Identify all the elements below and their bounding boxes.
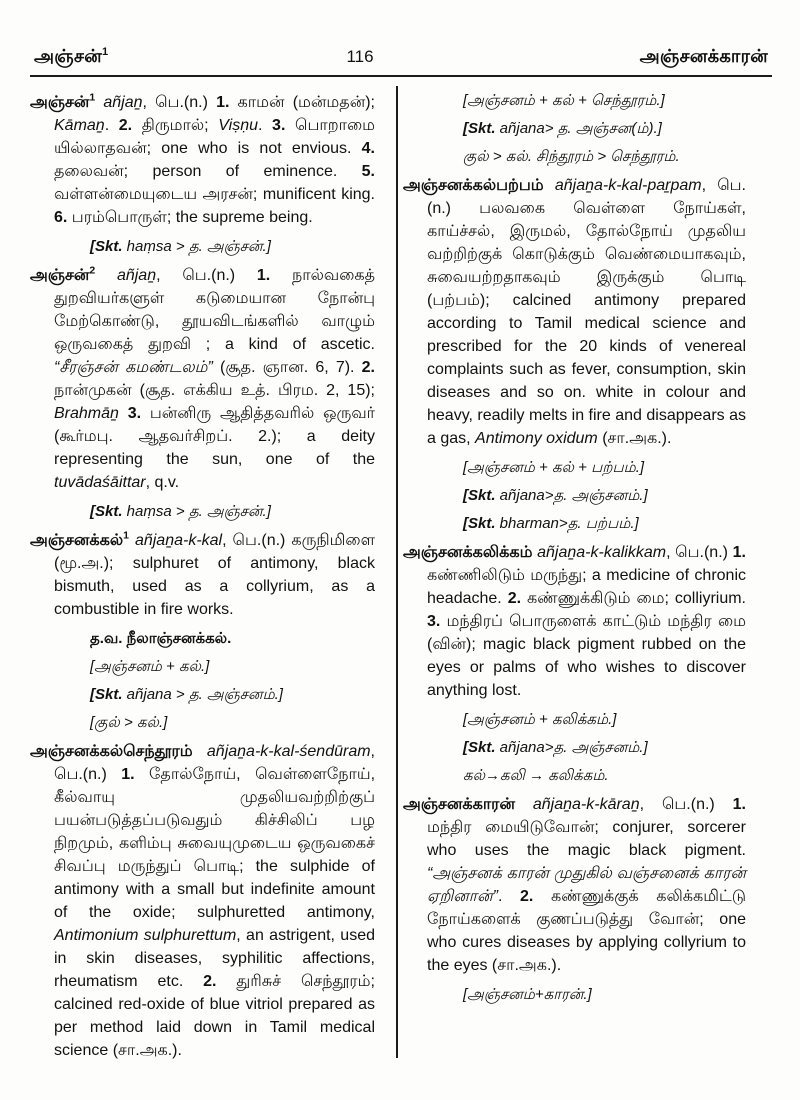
dictionary-entry <box>30 529 375 621</box>
text-run: 3. <box>427 613 441 630</box>
dictionary-entry <box>403 541 746 702</box>
text-run: , பெ.(n.) <box>639 796 733 813</box>
text-run: Antimony oxidum <box>475 430 598 447</box>
text-run: த.வ. நீலாஞ்சனக்கல். <box>90 630 232 647</box>
text-run: 3. <box>272 117 286 134</box>
text-run: 2. <box>507 590 522 607</box>
etymology-line <box>463 737 746 758</box>
text-run: [Skt. <box>463 515 496 532</box>
text-run: añjaṉ <box>103 94 143 111</box>
text-run: நால்வகைத் துறவியர்களுள் கடுமையான நோன்பு மேற்கொண்டு, தூயவிடங்களில் வாழும் ஒருவகைத் துறவி ; a kind of ascetic. <box>54 267 375 353</box>
dictionary-entry <box>403 793 746 977</box>
text-run: த. அஞ்சன(ம்).] <box>557 120 662 137</box>
text-run: த. அஞ்சனம்.] <box>188 686 283 703</box>
text-run: . <box>497 888 521 905</box>
text-run: Brahmāṉ <box>54 405 119 422</box>
text-run: 2. <box>118 117 133 134</box>
text-run: , பெ.(n.) கருநிமிளை (மூ.அ.); sulphuret of antimony, black bismuth, used as a collyrium, as a combustible in fire works. <box>54 532 376 618</box>
text-run: த. அஞ்சனம்.] <box>553 487 648 504</box>
text-run: 5. <box>361 163 375 180</box>
text-run: காமன் (மன்மதன்); <box>229 94 375 111</box>
text-run: பொறாமை யில்லாதவன்; one who is not envious. <box>54 117 375 157</box>
text-run: [அஞ்சனம்+காரன்.] <box>463 986 592 1003</box>
text-run: அஞ்சனக்கல்பற்பம் <box>403 177 544 194</box>
text-run: añjaṉa-k-kal <box>134 532 223 549</box>
text-run: [Skt. <box>90 503 123 520</box>
text-run: கண்ணுக்குக் கலிக்கமிட்டு நோய்களைக் குணப்படுத்து வோன்; one who cures diseases by applying collyrium to the eyes (சா.அக.). <box>427 888 747 974</box>
etymology-line <box>463 146 746 167</box>
guide-word-left-superscript: 1 <box>101 46 109 58</box>
text-run: நான்முகன் (சூத. எக்கிய உத். பிரம. 2, 15); <box>54 382 375 399</box>
text-run: [அஞ்சனம் + கல் + பற்பம்.] <box>463 459 645 476</box>
text-run: கண்ணுக்கிடும் மை; colliyrium. <box>521 590 746 607</box>
text-run: añjaṉa-k-kal-paṟpam <box>554 177 702 194</box>
text-run: 2. <box>203 973 217 990</box>
etymology-line <box>463 513 746 534</box>
text-columns <box>30 85 772 1069</box>
etymology-line <box>90 628 375 649</box>
text-run: மந்திரப் பொருளைக் காட்டும் மந்திர மை (வின்); magic black pigment rubbed on the eyes or palms of who wishes to discover anything lost. <box>427 613 746 699</box>
headword-superscript: 2 <box>89 264 96 277</box>
text-run: haṃsa > <box>122 503 189 520</box>
text-run: añjana> <box>495 120 558 137</box>
text-run: , பெ.(n.) <box>156 267 257 284</box>
text-run: குல் > கல். சிந்தூரம் > செந்தூரம். <box>463 148 680 165</box>
etymology-line <box>90 712 375 733</box>
text-run: tuvādaśāittar <box>54 474 146 491</box>
text-run: கல்→கலி → கலிக்கம். <box>463 767 609 784</box>
etymology-line <box>463 765 746 786</box>
etymology-line <box>463 984 746 1005</box>
dictionary-entry <box>30 740 375 1062</box>
guide-word-left-text: அஞ்சன் <box>34 46 102 66</box>
text-run: அஞ்சனக்கல் <box>30 532 124 549</box>
text-run: 4. <box>361 140 375 157</box>
left-column <box>30 85 388 1069</box>
column-divider <box>396 86 398 1058</box>
running-head <box>30 46 772 75</box>
text-run: திருமால்; <box>132 117 219 134</box>
etymology-line <box>90 684 375 705</box>
text-run: bharman> <box>495 515 568 532</box>
text-run <box>515 796 533 813</box>
text-run: த. அஞ்சனம்.] <box>553 739 648 756</box>
text-run: பரம்பொருள்; the supreme being. <box>67 209 313 226</box>
text-run: 1. <box>732 544 746 561</box>
etymology-line <box>463 485 746 506</box>
dictionary-entry <box>403 174 746 450</box>
text-run: , பெ.(n.) <box>54 743 375 783</box>
text-run: añjana > <box>122 686 189 703</box>
text-run: தோல்நோய், வெள்ளைநோய், கீல்வாயு முதலியவற்றிற்குப் பயன்படுத்தப்படுவதும் கிச்சிலிப் பழ நிறமும், களிம்பு சுவையுமுடைய ஒருவகைச் சிவப்பு மருந்துப் பொடி; the sulphide of antimony with a small but indefinite amount of the oxide; sulphuretted antimony, <box>54 766 376 921</box>
guide-word-left <box>34 46 108 69</box>
text-run: [Skt. <box>463 739 496 756</box>
text-run: துரிசுச் செந்தூரம்; calcined red-oxide of blue vitriol prepared as per method laid down in Tamil medical science (சா.அக.). <box>54 973 375 1059</box>
text-run: , an astrigent, used in skin diseases, syphilitic affections, rheumatism etc. <box>54 927 375 990</box>
text-run: , பெ.(n.) <box>142 94 217 111</box>
text-run: 1. <box>121 766 135 783</box>
text-run: 3. <box>127 405 142 422</box>
text-run: அஞ்சனக்கலிக்கம் <box>403 544 533 561</box>
text-run: , q.v. <box>145 474 180 491</box>
text-run: த. பற்பம்.] <box>567 515 639 532</box>
text-run: வள்ளன்மையுடைய அரசன்; munificent king. <box>54 186 375 203</box>
text-run: [Skt. <box>90 686 123 703</box>
text-run: . <box>257 117 273 134</box>
etymology-line <box>463 90 746 111</box>
text-run: . <box>104 117 119 134</box>
text-run: [குல் > கல்.] <box>90 714 168 731</box>
etymology-line <box>90 501 375 522</box>
text-run <box>544 177 555 194</box>
text-run <box>193 743 207 760</box>
text-run: 1. <box>256 267 271 284</box>
text-run: Antimonium sulphurettum <box>54 927 237 944</box>
text-run: அஞ்சனக்காரன் <box>403 796 515 813</box>
text-run: த. அஞ்சன்.] <box>188 238 271 255</box>
text-run: Kāmaṉ <box>54 117 105 134</box>
text-run: கண்ணிலிடும் மருந்து; a medicine of chronic headache. <box>427 567 746 607</box>
etymology-line <box>90 656 375 677</box>
text-run: añjaṉa-k-kal-śendūram <box>206 743 371 760</box>
text-run: அஞ்சனக்கல்செந்தூரம் <box>30 743 193 760</box>
text-run: பன்னிரு ஆதித்தவரில் ஒருவர் (கூர்மபு. ஆதவர்சிறப். 2.); a deity representing the sun, one of the <box>54 405 375 468</box>
dictionary-entry <box>30 264 375 494</box>
page-number: 116 <box>346 47 374 66</box>
text-run <box>95 267 117 284</box>
etymology-line <box>463 118 746 139</box>
text-run: மந்திர மையிடுவோன்; conjurer, sorcerer who uses the magic black pigment. <box>427 819 746 859</box>
text-run: த. அஞ்சன்.] <box>188 503 271 520</box>
text-run: அஞ்சன் <box>30 94 90 111</box>
text-run: [அஞ்சனம் + கலிக்கம்.] <box>463 711 617 728</box>
text-run: haṃsa > <box>122 238 189 255</box>
text-run: añjana> <box>495 487 554 504</box>
text-run: añjaṉ <box>116 267 157 284</box>
text-run: “சீரஞ்சன் கமண்டலம்” <box>54 359 213 376</box>
text-run: añjana> <box>495 739 554 756</box>
etymology-line <box>463 457 746 478</box>
text-run: Viṣṇu <box>218 117 258 134</box>
right-column <box>388 85 746 1069</box>
text-run: añjaṉa-k-kāraṉ <box>532 796 640 813</box>
text-run: [Skt. <box>463 120 496 137</box>
text-run: (சா.அக.). <box>597 430 672 447</box>
etymology-line <box>463 709 746 730</box>
text-run: 1. <box>732 796 746 813</box>
header-rule <box>30 75 772 77</box>
guide-word-right: அஞ்சனக்காரன் <box>639 46 768 66</box>
text-run: , பெ.(n.) <box>666 544 733 561</box>
text-run: [Skt. <box>463 487 496 504</box>
text-run: 1. <box>216 94 230 111</box>
text-run: அஞ்சன் <box>30 267 90 284</box>
text-run: [அஞ்சனம் + கல்.] <box>90 658 210 675</box>
text-run <box>119 405 128 422</box>
text-run: [Skt. <box>90 238 123 255</box>
text-run: தலைவன்; person of eminence. <box>54 163 362 180</box>
text-run: añjaṉa-k-kalikkam <box>537 544 667 561</box>
text-run: (சூத. ஞான. 6, 7). <box>212 359 362 376</box>
text-run: , பெ.(n.) பலவகை வெள்ளை நோய்கள், காய்ச்சல், இருமல், தோல்நோய் முதலிய வற்றிற்குக் கொடுக்கும் வெண்மையாகவும், சுவையற்றதாகவும் இருக்கும் பொடி (பற்பம்); calcined antimony prepared according to Tamil medical science and prescribed for the 20 kinds of venereal complaints such as fever, consumption, skin diseases and so on. white in colour and heavy, readily melts in fire and disappears as a gas, <box>427 177 746 447</box>
headword-superscript: 1 <box>123 529 129 542</box>
text-run: 2. <box>520 888 534 905</box>
text-run: [அஞ்சனம் + கல் + செந்தூரம்.] <box>463 92 665 109</box>
etymology-line <box>90 236 375 257</box>
dictionary-entry <box>30 91 375 229</box>
text-run: 2. <box>361 359 375 376</box>
headword-superscript: 1 <box>89 91 96 104</box>
text-run: 6. <box>54 209 68 226</box>
text-run: “அஞ்சனக் காரன் முதுகில் வஞ்சனைக் காரன் ஏறினான்” <box>427 865 746 905</box>
